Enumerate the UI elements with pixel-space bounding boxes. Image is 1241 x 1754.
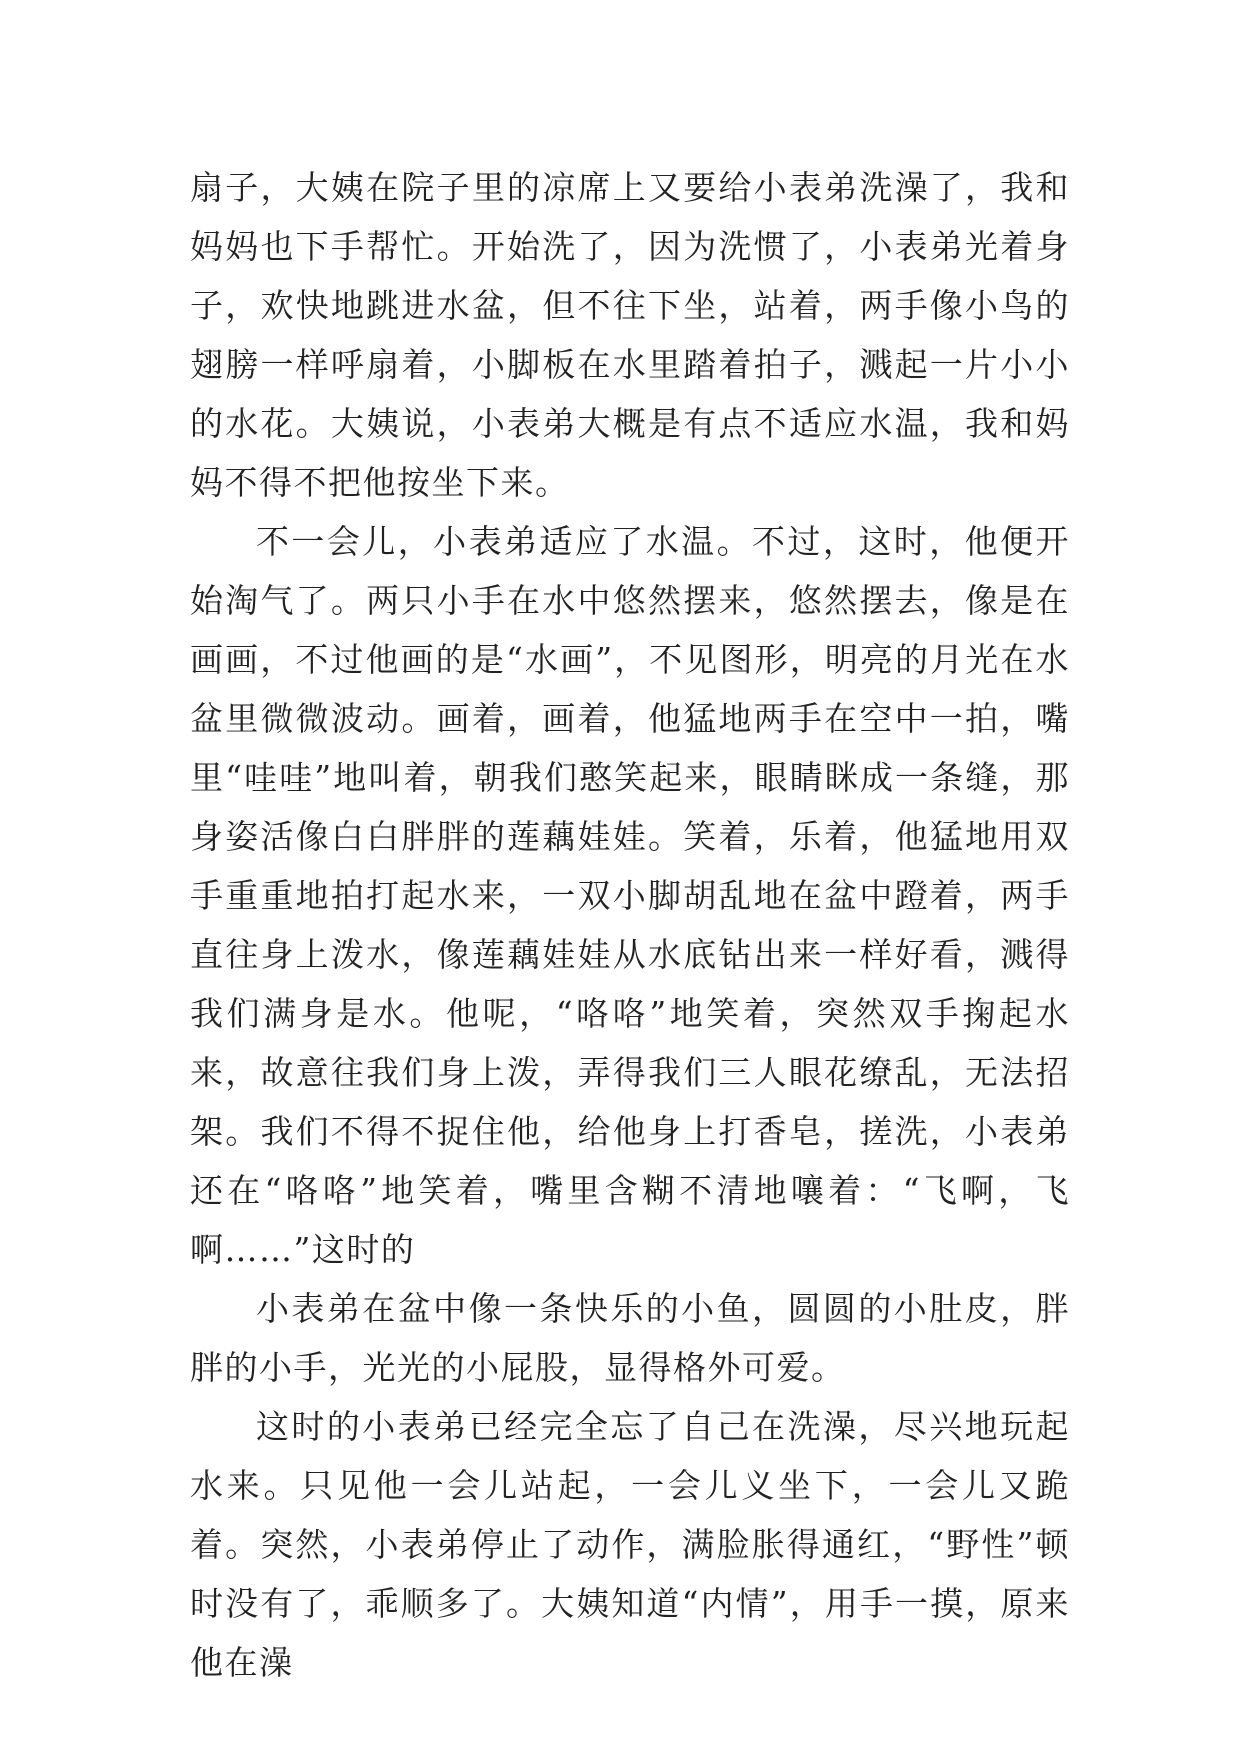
paragraph-1: 扇子，大姨在院子里的凉席上又要给小表弟洗澡了，我和妈妈也下手帮忙。开始洗了，因为洗惯了，小表弟光着身子，欢快地跳进水盆，但不往下坐，站着，两手像小鸟的翅膀一样呼扇着，小脚板在水里踏着拍子，溅起一片小小的水花。大姨说，小表弟大概是有点不适应水温，我和妈妈不得不把他按坐下来。 bbox=[190, 168, 1070, 502]
paragraph-2: 不一会儿，小表弟适应了水温。不过，这时，他便开始淘气了。两只小手在水中悠然摆来，悠然摆去，像是在画画，不过他画的是“水画”，不见图形，明亮的月光在水盆里微微波动。画着，画着，他猛地两手在空中一拍，嘴里“哇哇”地叫着，朝我们憨笑起来，眼睛眯成一条缝，那身姿活像白白胖胖的莲藕娃娃。笑着，乐着，他猛地用双手重重地拍打起水来，一双小脚胡乱地在盆中蹬着，两手直往身上泼水，像莲藕娃娃从水底钻出来一样好看，溅得我们满身是水。他呢，“咯咯”地笑着，突然双手掬起水来，故意往我们身上泼，弄得我们三人眼花缭乱，无法招架。我们不得不捉住他，给他身上打香皂，搓洗，小表弟还在“咯咯”地笑着，嘴里含糊不清地嚷着：“飞啊，飞啊……”这时的 bbox=[190, 522, 1070, 1269]
paragraph-4: 这时的小表弟已经完全忘了自己在洗澡，尽兴地玩起水来。只见他一会儿站起，一会儿义坐下，一会儿又跪着。突然，小表弟停止了动作，满脸胀得通红，“野性”顿时没有了，乖顺多了。大姨知道“内情”，用手一摸，原来他在澡 bbox=[190, 1407, 1070, 1682]
document-page bbox=[190, 158, 1070, 1692]
paragraph-3: 小表弟在盆中像一条快乐的小鱼，圆圆的小肚皮，胖胖的小手，光光的小屁股，显得格外可爱。 bbox=[190, 1289, 1070, 1387]
